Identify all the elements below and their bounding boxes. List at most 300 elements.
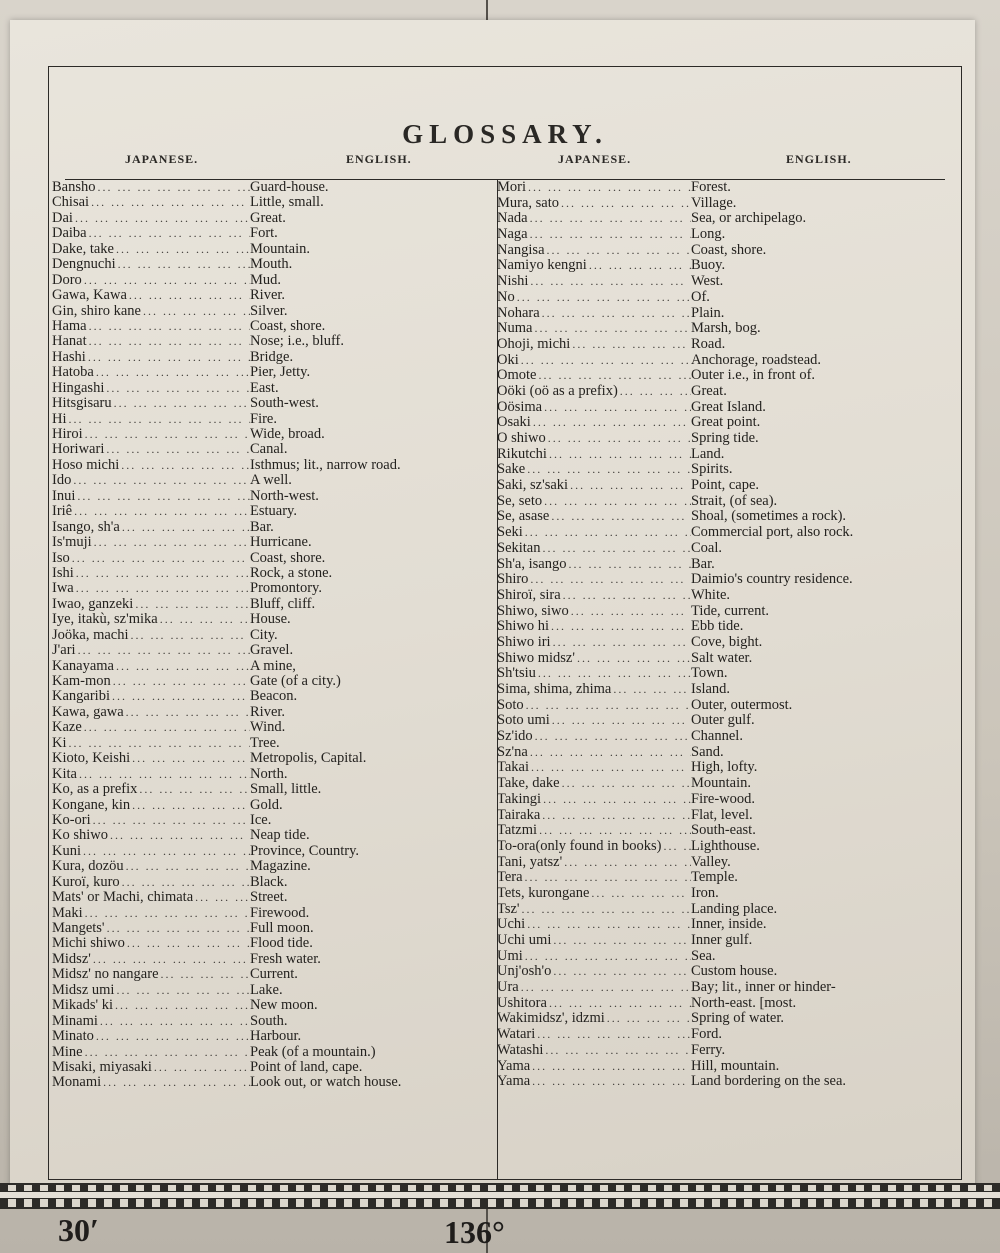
- glossary-entry: [497, 478, 937, 494]
- japanese-term: Sz'na: [497, 744, 528, 760]
- english-meaning: Bay; lit., inner or hinder-: [691, 980, 836, 996]
- english-meaning: Outer i.e., in front of.: [691, 368, 816, 384]
- japanese-term: Take, dake: [497, 776, 560, 792]
- japanese-term: Nohara: [497, 305, 540, 321]
- leader-dots: [569, 604, 691, 620]
- english-meaning: Fire.: [250, 411, 277, 427]
- english-meaning: Mud.: [250, 272, 282, 288]
- japanese-term: Ura: [497, 980, 519, 996]
- glossary-entry: [497, 651, 937, 667]
- glossary-title: GLOSSARY.: [402, 119, 608, 149]
- english-meaning: Mouth.: [250, 257, 293, 273]
- longitude-minute-mark: 30′: [58, 1212, 99, 1248]
- leader-dots: [114, 659, 250, 674]
- japanese-term: Minato: [52, 1029, 94, 1045]
- english-meaning: Beacon.: [250, 689, 298, 705]
- leader-dots: [528, 227, 691, 243]
- glossary-entry: [497, 698, 937, 714]
- leader-dots: [523, 949, 691, 965]
- leader-dots: [83, 1045, 250, 1060]
- glossary-entry: [52, 952, 462, 967]
- japanese-term: Numa: [497, 321, 533, 337]
- english-meaning: Fire-wood.: [691, 791, 756, 807]
- glossary-entry: [52, 195, 462, 210]
- leader-dots: [540, 306, 691, 322]
- japanese-term: Mori: [497, 180, 526, 195]
- leader-dots: [611, 682, 691, 698]
- leader-dots: [551, 635, 691, 651]
- english-meaning: Nose; i.e., bluff.: [250, 334, 344, 350]
- glossary-entry: [497, 368, 937, 384]
- leader-dots: [530, 1059, 691, 1075]
- japanese-term: Tsz': [497, 901, 520, 917]
- english-meaning: Ferry.: [691, 1042, 726, 1058]
- leader-dots: [125, 936, 250, 951]
- glossary-entry: [497, 666, 937, 682]
- japanese-term: Minami: [52, 1013, 98, 1029]
- glossary-entry: [497, 886, 937, 902]
- left-english-header: ENGLISH.: [346, 152, 412, 166]
- glossary-entry: [52, 828, 462, 843]
- english-meaning: Land bordering on the sea.: [691, 1074, 847, 1090]
- glossary-entry: [52, 458, 462, 473]
- leader-dots: [541, 792, 691, 808]
- glossary-entry: [52, 242, 462, 257]
- english-meaning: Plain.: [691, 305, 725, 321]
- leader-dots: [119, 458, 250, 473]
- english-meaning: Guard-house.: [250, 180, 329, 195]
- japanese-term: Hitsgisaru: [52, 396, 112, 412]
- leader-dots: [92, 535, 250, 550]
- english-meaning: Mountain.: [691, 776, 752, 792]
- japanese-term: Se, asase: [497, 509, 550, 525]
- leader-dots: [83, 427, 250, 442]
- leader-dots: [89, 195, 250, 210]
- leader-dots: [550, 713, 691, 729]
- leader-dots: [561, 588, 691, 604]
- leader-dots: [83, 906, 250, 921]
- leader-dots: [159, 967, 251, 982]
- english-meaning: Outer, outermost.: [691, 697, 793, 713]
- english-meaning: Fort.: [250, 226, 278, 242]
- leader-dots: [528, 274, 691, 290]
- english-meaning: Hill, mountain.: [691, 1058, 780, 1074]
- glossary-entry: [497, 509, 937, 525]
- leader-dots: [562, 855, 691, 871]
- leader-dots: [67, 412, 251, 427]
- english-meaning: Tide, current.: [691, 603, 769, 619]
- right-glossary-column: [497, 180, 937, 1090]
- glossary-entry: [497, 1011, 937, 1027]
- japanese-term: Oki: [497, 352, 519, 368]
- leader-dots: [529, 760, 691, 776]
- glossary-entry: [497, 729, 937, 745]
- leader-dots: [82, 720, 250, 735]
- glossary-entry: [52, 875, 462, 890]
- japanese-term: Midsz': [52, 951, 91, 967]
- english-meaning: Road.: [691, 336, 726, 352]
- leader-dots: [74, 566, 250, 581]
- glossary-entry: [497, 180, 937, 196]
- glossary-entry: [52, 689, 462, 704]
- glossary-entry: [497, 792, 937, 808]
- english-meaning: Buoy.: [691, 258, 726, 274]
- japanese-term: Hiroi: [52, 427, 83, 442]
- english-meaning: River.: [250, 704, 286, 720]
- glossary-entry: [52, 211, 462, 226]
- glossary-entry: [497, 933, 937, 949]
- english-meaning: Bar.: [691, 556, 715, 572]
- japanese-term: Iso: [52, 550, 70, 566]
- leader-dots: [82, 273, 250, 288]
- english-meaning: Great point.: [691, 415, 761, 431]
- japanese-term: Sake: [497, 462, 526, 478]
- japanese-term: Mine: [52, 1044, 83, 1060]
- glossary-entry: [497, 996, 937, 1012]
- glossary-entry: [52, 906, 462, 921]
- leader-dots: [124, 859, 250, 874]
- leader-dots: [112, 396, 250, 411]
- japanese-term: Isango, sh'a: [52, 519, 120, 535]
- english-meaning: Land.: [691, 446, 725, 462]
- glossary-entry: [497, 870, 937, 886]
- japanese-term: Watari: [497, 1027, 536, 1043]
- glossary-entry: [497, 855, 937, 871]
- english-meaning: Inner gulf.: [691, 933, 753, 948]
- english-meaning: Spirits.: [691, 462, 733, 478]
- japanese-term: Dai: [52, 210, 73, 226]
- japanese-term: Uchi: [497, 917, 526, 933]
- glossary-entry: [52, 396, 462, 411]
- english-meaning: Valley.: [691, 854, 731, 870]
- english-meaning: Cove, bight.: [691, 634, 763, 650]
- glossary-entry: [52, 365, 462, 380]
- english-meaning: Harbour.: [250, 1029, 302, 1045]
- leader-dots: [662, 839, 692, 855]
- english-meaning: Province, Country.: [250, 843, 360, 859]
- japanese-term: Hashi: [52, 349, 86, 365]
- leader-dots: [91, 813, 250, 828]
- leader-dots: [549, 619, 691, 635]
- japanese-term: Kangaribi: [52, 689, 110, 705]
- english-meaning: Sea.: [691, 948, 716, 964]
- glossary-entry: [497, 760, 937, 776]
- japanese-term: Omote: [497, 368, 537, 384]
- english-meaning: Marsh, bog.: [691, 321, 761, 337]
- leader-dots: [130, 751, 250, 766]
- map-scale-border: [0, 1183, 1000, 1209]
- glossary-entry: [52, 566, 462, 581]
- glossary-entry: [52, 473, 462, 488]
- leader-dots: [542, 400, 691, 416]
- japanese-term: Sh'a, isango: [497, 556, 567, 572]
- leader-dots: [116, 257, 250, 272]
- english-meaning: Peak (of a mountain.): [250, 1044, 376, 1060]
- english-meaning: Landing place.: [691, 901, 778, 917]
- japanese-term: Tani, yatsz': [497, 854, 563, 870]
- english-meaning: Spring of water.: [691, 1011, 785, 1027]
- japanese-term: Ido: [52, 473, 72, 489]
- glossary-entry: [52, 782, 462, 797]
- japanese-term: Yama: [497, 1074, 531, 1090]
- leader-dots: [532, 321, 691, 337]
- english-meaning: Ice.: [250, 812, 272, 828]
- japanese-term: Kaze: [52, 720, 82, 736]
- japanese-term: Ki: [52, 735, 67, 751]
- japanese-term: Kawa, gawa: [52, 704, 124, 720]
- glossary-entry: [497, 557, 937, 573]
- leader-dots: [104, 442, 250, 457]
- japanese-term: Hoso michi: [52, 457, 120, 473]
- right-japanese-header: JAPANESE.: [558, 152, 632, 166]
- english-meaning: Look out, or watch house.: [250, 1075, 402, 1091]
- glossary-entry: [52, 1029, 462, 1044]
- leader-dots: [542, 494, 691, 510]
- glossary-entry: [52, 890, 462, 905]
- leader-dots: [86, 350, 250, 365]
- english-meaning: Little, small.: [250, 195, 324, 211]
- japanese-term: Shiwo hi: [497, 619, 549, 635]
- glossary-entry: [497, 447, 937, 463]
- glossary-entry: [52, 288, 462, 303]
- english-meaning: Custom house.: [691, 964, 778, 980]
- glossary-entry: [52, 304, 462, 319]
- glossary-entry: [497, 823, 937, 839]
- leader-dots: [120, 875, 250, 890]
- leader-dots: [519, 980, 691, 996]
- english-meaning: Island.: [691, 682, 731, 697]
- english-meaning: South-west.: [250, 396, 319, 412]
- leader-dots: [75, 489, 250, 504]
- japanese-term: Tets, kurongane: [497, 885, 590, 901]
- glossary-entry: [52, 520, 462, 535]
- japanese-term: Chisai: [52, 195, 90, 211]
- english-meaning: Iron.: [691, 885, 719, 901]
- glossary-entry: [52, 180, 462, 195]
- leader-dots: [104, 381, 250, 396]
- leader-dots: [130, 798, 250, 813]
- japanese-term: Uchi umi: [497, 933, 552, 948]
- leader-dots: [114, 242, 250, 257]
- leader-dots: [605, 1011, 691, 1027]
- japanese-term: Iwa: [52, 581, 74, 597]
- leader-dots: [526, 180, 691, 196]
- glossary-entry: [497, 196, 937, 212]
- glossary-entry: [52, 998, 462, 1013]
- leader-dots: [94, 365, 250, 380]
- leader-dots: [528, 572, 691, 588]
- glossary-entry: [52, 967, 462, 982]
- english-meaning: Small, little.: [250, 782, 322, 798]
- japanese-term: Yama: [497, 1058, 531, 1074]
- english-meaning: Gate (of a city.): [250, 674, 341, 689]
- leader-dots: [133, 597, 250, 612]
- japanese-term: Gin, shiro kane: [52, 303, 141, 319]
- english-meaning: Pier, Jetty.: [250, 365, 311, 381]
- english-meaning: Temple.: [691, 870, 738, 886]
- leader-dots: [141, 304, 250, 319]
- leader-dots: [568, 478, 691, 494]
- glossary-entry: [497, 682, 937, 698]
- leader-dots: [120, 520, 250, 535]
- japanese-term: Joöka, machi: [52, 627, 129, 643]
- japanese-term: Tatzmi: [497, 823, 538, 839]
- japanese-term: Iwao, ganzeki: [52, 596, 134, 612]
- glossary-entry: [52, 936, 462, 951]
- english-meaning: Wind.: [250, 720, 286, 736]
- glossary-entry: [497, 964, 937, 980]
- japanese-term: Umi: [497, 948, 523, 964]
- japanese-term: Hanat: [52, 334, 87, 350]
- english-meaning: Channel.: [691, 729, 743, 745]
- japanese-term: Hama: [52, 318, 87, 334]
- japanese-term: No: [497, 289, 515, 305]
- glossary-entry: [497, 713, 937, 729]
- english-meaning: A well.: [250, 473, 292, 489]
- japanese-term: Is'muji: [52, 535, 92, 551]
- leader-dots: [137, 782, 250, 797]
- glossary-entry: [497, 525, 937, 541]
- japanese-term: Watashi: [497, 1042, 544, 1058]
- japanese-term: Sh'tsiu: [497, 666, 536, 682]
- english-meaning: Ebb tide.: [691, 619, 744, 635]
- english-meaning: Daimio's country residence.: [691, 572, 853, 588]
- english-meaning: North-west.: [250, 488, 319, 504]
- japanese-term: Midsz' no nangare: [52, 967, 159, 983]
- english-meaning: Great.: [250, 210, 286, 226]
- glossary-entry: [52, 257, 462, 272]
- leader-dots: [528, 745, 691, 761]
- english-meaning: Salt water.: [691, 650, 753, 666]
- japanese-term: To-ora(only found in books): [497, 838, 662, 854]
- english-meaning: Great.: [691, 383, 727, 399]
- leader-dots: [524, 698, 691, 714]
- glossary-entry: [52, 643, 462, 658]
- glossary-entry: [52, 751, 462, 766]
- japanese-term: Ishi: [52, 565, 74, 581]
- japanese-term: Sekitan: [497, 540, 541, 556]
- leader-dots: [519, 353, 691, 369]
- leader-dots: [87, 226, 250, 241]
- english-meaning: Outer gulf.: [691, 713, 755, 729]
- japanese-term: Inui: [52, 488, 76, 504]
- english-meaning: Bar.: [250, 519, 274, 535]
- glossary-entry: [497, 321, 937, 337]
- japanese-term: Wakimidsz', idzmi: [497, 1011, 605, 1027]
- glossary-entry: [497, 572, 937, 588]
- glossary-entry: [497, 541, 937, 557]
- glossary-entry: [52, 551, 462, 566]
- english-meaning: Rock, a stone.: [250, 565, 333, 581]
- glossary-entry: [52, 597, 462, 612]
- leader-dots: [587, 258, 691, 274]
- english-meaning: Bridge.: [250, 349, 294, 365]
- english-meaning: Sand.: [691, 744, 724, 760]
- japanese-term: Kongane, kin: [52, 797, 131, 813]
- japanese-term: Horiwari: [52, 442, 105, 458]
- japanese-term: Hatoba: [52, 365, 94, 381]
- japanese-term: Ko-ori: [52, 812, 91, 828]
- glossary-entry: [497, 1059, 937, 1075]
- leader-dots: [525, 462, 691, 478]
- glossary-entry: [497, 604, 937, 620]
- japanese-term: Maki: [52, 905, 83, 921]
- glossary-entry: [52, 273, 462, 288]
- english-meaning: Coal.: [691, 540, 723, 556]
- left-japanese-header: JAPANESE.: [125, 152, 199, 166]
- english-meaning: Metropolis, Capital.: [250, 751, 367, 767]
- leader-dots: [91, 952, 250, 967]
- leader-dots: [523, 870, 691, 886]
- japanese-term: Sima, shima, zhima: [497, 682, 612, 697]
- leader-dots: [110, 689, 250, 704]
- glossary-entry: [497, 839, 937, 855]
- leader-dots: [535, 1027, 691, 1043]
- japanese-term: Saki, sz'saki: [497, 478, 569, 494]
- right-english-header: ENGLISH.: [786, 152, 852, 166]
- japanese-term: Osaki: [497, 415, 531, 431]
- english-meaning: Bluff, cliff.: [250, 596, 316, 612]
- english-meaning: Flood tide.: [250, 936, 313, 952]
- english-meaning: Black.: [250, 874, 288, 890]
- english-meaning: Flat, level.: [691, 807, 753, 823]
- english-meaning: Village.: [691, 195, 737, 211]
- leader-dots: [570, 337, 691, 353]
- english-meaning: Shoal, (sometimes a rock).: [691, 509, 847, 525]
- leader-dots: [525, 917, 691, 933]
- leader-dots: [528, 211, 691, 227]
- glossary-entry: [52, 427, 462, 442]
- english-meaning: Tree.: [250, 735, 280, 751]
- leader-dots: [72, 504, 250, 519]
- english-meaning: Lighthouse.: [691, 838, 760, 854]
- english-meaning: Street.: [250, 890, 288, 906]
- leader-dots: [589, 886, 691, 902]
- leader-dots: [533, 729, 691, 745]
- english-meaning: Fresh water.: [250, 951, 321, 967]
- japanese-term: Iriê: [52, 504, 73, 520]
- glossary-entry: [52, 798, 462, 813]
- japanese-term: Nada: [497, 211, 528, 227]
- english-meaning: Isthmus; lit., narrow road.: [250, 457, 401, 473]
- leader-dots: [546, 431, 691, 447]
- english-meaning: High, lofty.: [691, 760, 758, 776]
- leader-dots: [547, 996, 691, 1012]
- japanese-term: Shiwo midsz': [497, 650, 575, 666]
- japanese-term: Hingashi: [52, 380, 105, 396]
- english-meaning: Coast, shore.: [250, 550, 326, 566]
- glossary-entry: [497, 494, 937, 510]
- glossary-entry: [497, 290, 937, 306]
- english-meaning: Magazine.: [250, 859, 311, 875]
- japanese-term: Shiro: [497, 572, 529, 588]
- english-meaning: Anchorage, roadstead.: [691, 352, 822, 368]
- english-meaning: Mountain.: [250, 241, 311, 257]
- glossary-entry: [497, 337, 937, 353]
- english-meaning: House.: [250, 612, 291, 628]
- leader-dots: [77, 767, 250, 782]
- english-meaning: Promontory.: [250, 581, 322, 597]
- japanese-term: Kanayama: [52, 658, 114, 674]
- leader-dots: [575, 651, 691, 667]
- glossary-entry: [497, 635, 937, 651]
- english-meaning: Of.: [691, 289, 710, 305]
- japanese-term: Sz'ido: [497, 729, 533, 745]
- english-meaning: Commercial port, also rock.: [691, 525, 854, 541]
- glossary-entry: [497, 274, 937, 290]
- leader-dots: [551, 964, 691, 980]
- leader-dots: [547, 447, 691, 463]
